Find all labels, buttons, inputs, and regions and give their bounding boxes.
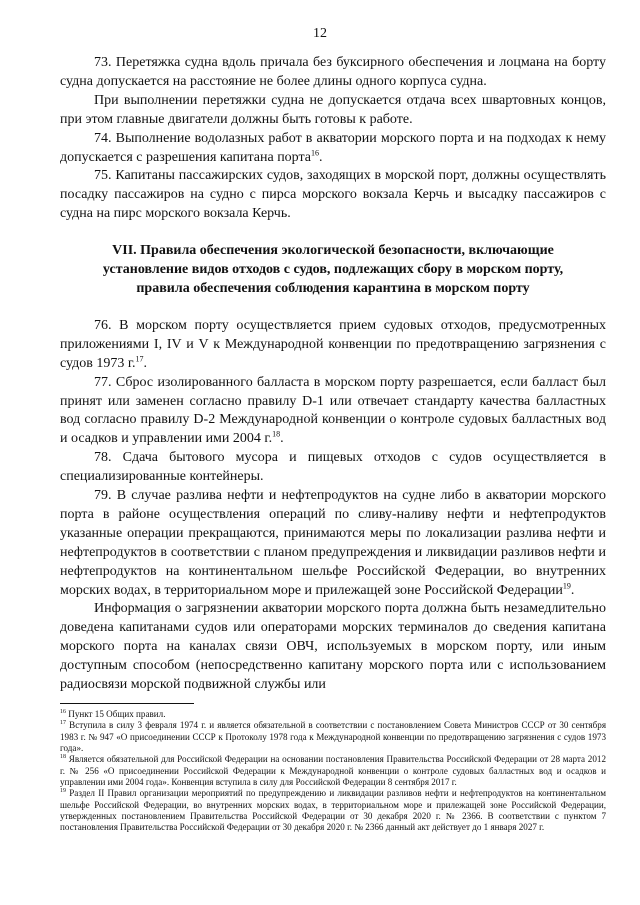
section-heading: VII. Правила обеспечения экологической безопасности, включающие установление видов отходов с судов, подлежащих сбору в морском порту, правила обеспечения соблюдения карантина в морском порту <box>102 243 564 296</box>
footnote-divider <box>60 703 194 704</box>
paragraph-76: 76. В морском порту осуществляется прием судовых отходов, предусмотренных приложениями I, IV и V к Международной конвенции по предотвращению загрязнения с судов 1973 г.$^{17}$. <box>60 317 606 371</box>
footnote-number: 17 <box>60 720 66 727</box>
paragraph-73: 73. Перетяжка судна вдоль причала без буксирного обеспечения и лоцмана на борту судна допускается на расстояние не более длины одного корпуса судна. <box>60 55 606 89</box>
footnote-18: $^{18}$ Является обязательной для Российской Федерации на основании постановления Правительства Российской Федерации от 28 марта 2012 г. № 256 «О присоединении Российской Федерации к Международной конвенции о контроле судовых балластных вод и осадков и управлении ими 2004 года». Конвенция вступила в силу для Российской Федерации 8 сентября 2017 г. <box>60 754 606 788</box>
footnotes <box>60 709 606 834</box>
main-text <box>60 54 606 695</box>
footnote-ref[interactable]: 18 <box>272 429 281 439</box>
footnote-19: $^{19}$ Раздел II Правил организации мероприятий по предупреждению и ликвидации разливов нефти и нефтепродуктов на континентальном шельфе Российской Федерации, во внутренних морских водах, в территориальном море и прилежащей зоне Российской Федерации, утвержденных постановлением Правительства Российской Федерации от 30 декабря 2020 г. № 2366. В соответствии с пунктом 7 постановления Правительства Российской Федерации от 30 декабря 2020 г. № 2366 данный акт действует до 1 января 2027 г. <box>60 788 606 833</box>
footnote-number: 19 <box>60 788 66 795</box>
page-number: 12 <box>313 26 327 41</box>
paragraph-77: 77. Сброс изолированного балласта в морском порту разрешается, если балласт был принят или заменен согласно правилу D-1 или отвечает стандарту качества балластных вод согласно правилу D-2 Международной конвенции о контроле судовых балластных вод и осадков и управлении ими 2004 г.$^{18}$. <box>60 374 606 447</box>
paragraph-74: 74. Выполнение водолазных работ в акватории морского порта и на подходах к нему допускается с разрешения капитана порта$^{16}$. <box>60 130 606 165</box>
footnote-17: $^{17}$ Вступила в силу 3 февраля 1974 г. и является обязательной в соответствии с постановлением Совета Министров СССР от 30 сентября 1983 г. № 947 «О присоединении СССР к Протоколу 1978 года к Международной конвенции по предотвращению загрязнения с судов 1973 года». <box>60 720 607 754</box>
footnote-ref[interactable]: 16 <box>311 147 320 157</box>
paragraph-73-continued: При выполнении перетяжки судна не допускается отдача всех швартовных концов, при этом главные двигатели должны быть готовы к работе. <box>60 92 606 127</box>
footnote-16: $^{16}$ Пункт 15 Общих правил. <box>60 708 166 719</box>
footnote-ref[interactable]: 19 <box>562 580 571 590</box>
footnote-number: 18 <box>60 754 66 761</box>
footnote-ref[interactable]: 17 <box>135 354 144 364</box>
paragraph-78: 78. Сдача бытового мусора и пищевых отходов с судов осуществляется в специализированные контейнеры. <box>60 450 606 485</box>
footnote-number: 16 <box>60 708 66 715</box>
paragraph-79-information: Информация о загрязнении акватории морского порта должна быть незамедлительно доведена капитанами судов или операторами морских терминалов до сведения капитана морского порта на каналах связи ОВЧ, используемых в морском порту, или иным доступным способом (непосредственно капитану морского порта или с использованием радиосвязи морской подвижной службы или <box>60 601 606 693</box>
paragraph-75: 75. Капитаны пассажирских судов, заходящих в морской порт, должны осуществлять посадку пассажиров на судно с пирса морского вокзала Керчь и высадку пассажиров с судна на пирс морского вокзала Керчь. <box>60 168 606 222</box>
paragraph-79: 79. В случае разлива нефти и нефтепродуктов на судне либо в акватории морского порта в районе осуществления операций по сливу-наливу нефти и нефтепродуктов указанные операции прекращаются, принимаются меры по локализации разлива нефти и нефтепродуктов в соответствии с планом предупреждения и ликвидации разливов нефти и нефтепродуктов на континентальном шельфе Российской Федерации, во внутренних морских водах, в территориальном море и прилежащей зоне Российской Федерации$^{19}$. <box>60 488 606 598</box>
